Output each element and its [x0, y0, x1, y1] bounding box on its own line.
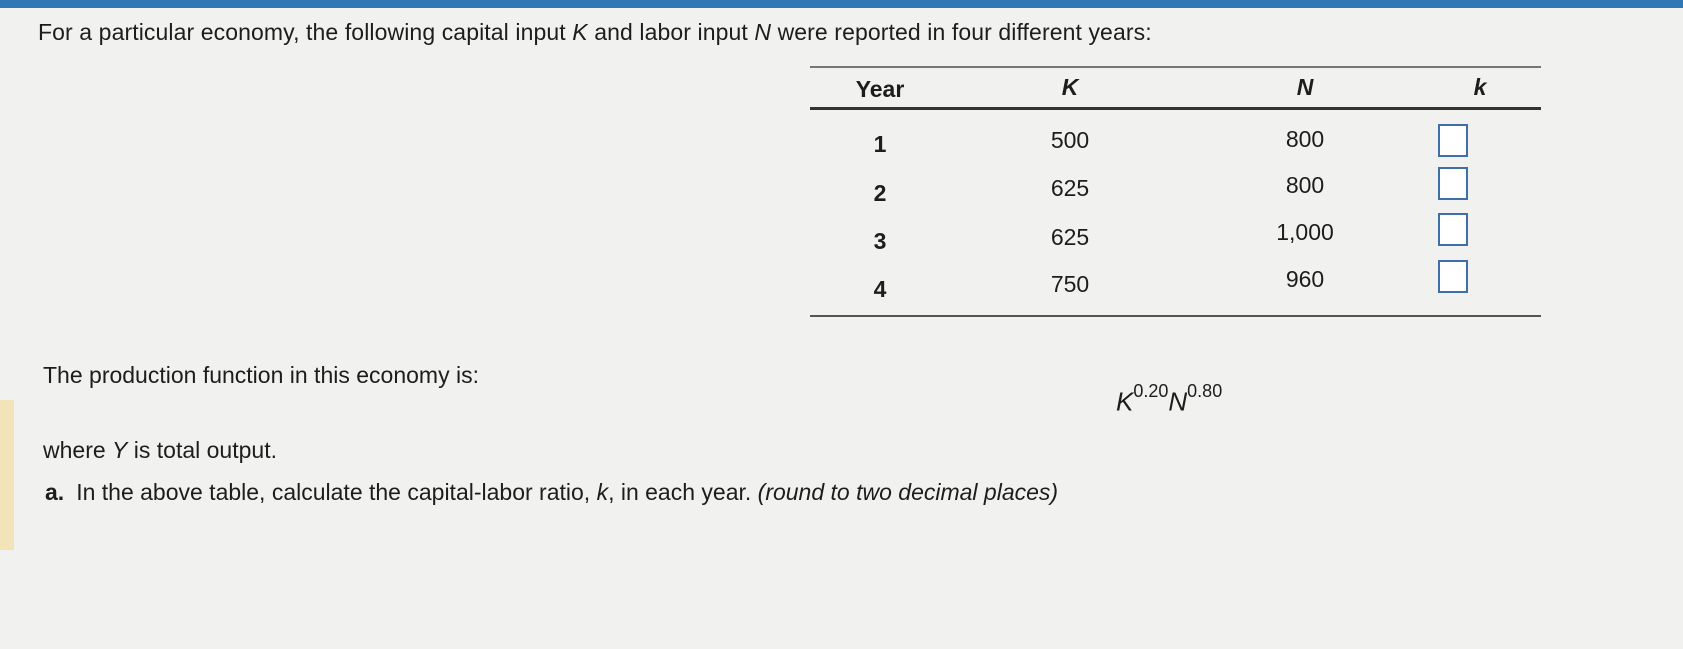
row3-n: 1,000: [1276, 219, 1334, 245]
part-a-text-2: , in each year.: [608, 479, 758, 505]
header-year: Year: [855, 76, 905, 102]
row3-k: 625: [1050, 224, 1090, 250]
row4-k: 750: [1050, 271, 1090, 297]
row2-year: 2: [873, 180, 887, 206]
table-top-rule: [810, 66, 1541, 68]
header-k: K: [1061, 74, 1079, 100]
formula-k: K: [1116, 386, 1134, 417]
row4-year: 4: [873, 276, 887, 302]
production-function-label: The production function in this economy is:: [43, 362, 479, 388]
production-function-formula: [1116, 381, 1223, 418]
data-table: [810, 66, 1541, 318]
row1-year: 1: [873, 131, 887, 157]
row4-n: 960: [1285, 266, 1325, 292]
formula-n-exponent: 0.80: [1187, 381, 1223, 401]
row1-ratio-input[interactable]: [1438, 124, 1468, 157]
question-intro: [38, 19, 1152, 46]
where-text-1: where: [43, 437, 113, 463]
intro-n-symbol: N: [754, 19, 772, 45]
formula-n: N: [1168, 386, 1188, 417]
row3-ratio-input[interactable]: [1438, 213, 1468, 246]
part-a-question: [45, 479, 1058, 506]
row1-n: 800: [1285, 126, 1325, 152]
formula-k-exponent: 0.20: [1133, 381, 1169, 401]
left-highlight-strip: [0, 400, 14, 550]
row4-ratio-input[interactable]: [1438, 260, 1468, 293]
table-header-rule: [810, 107, 1541, 110]
row2-n: 800: [1285, 172, 1325, 198]
row3-year: 3: [873, 228, 887, 254]
header-n: N: [1296, 74, 1314, 100]
table-bottom-rule: [810, 315, 1541, 317]
where-y-symbol: Y: [112, 437, 128, 463]
intro-text-3: were reported in four different years:: [771, 19, 1152, 45]
part-a-k-symbol: k: [596, 479, 609, 505]
header-capital-labor-ratio: k: [1473, 74, 1487, 100]
where-text-2: is total output.: [127, 437, 277, 463]
row2-k: 625: [1050, 175, 1090, 201]
row1-k: 500: [1050, 127, 1090, 153]
output-definition: [43, 437, 277, 464]
row2-ratio-input[interactable]: [1438, 167, 1468, 200]
intro-text-1: For a particular economy, the following capital input: [38, 19, 573, 45]
part-a-rounding-instruction: (round to two decimal places): [757, 479, 1059, 505]
intro-k-symbol: K: [572, 19, 588, 45]
top-accent-bar: [0, 0, 1683, 8]
intro-text-2: and labor input: [587, 19, 755, 45]
part-a-letter: a.: [45, 479, 65, 505]
part-a-text-1: In the above table, calculate the capital-labor ratio,: [76, 479, 597, 505]
